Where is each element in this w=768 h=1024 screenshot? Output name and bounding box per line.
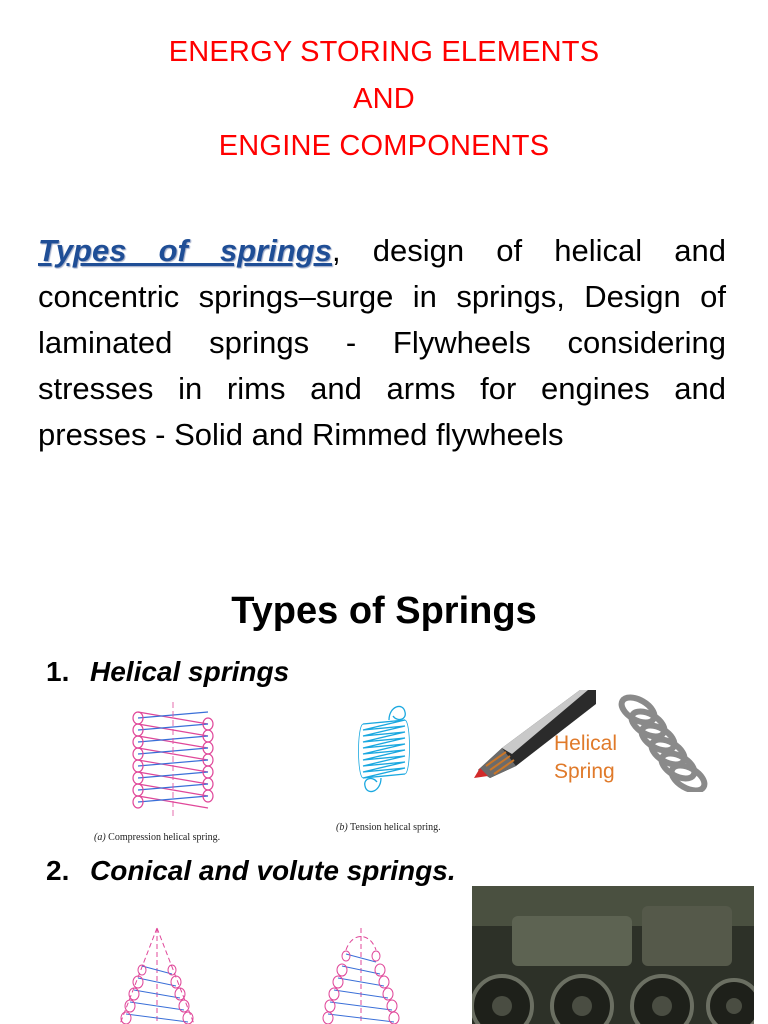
compression-spring-caption: (a) Compression helical spring. <box>94 832 221 843</box>
engine-photo <box>472 886 754 1024</box>
helical-spring-photo <box>472 688 718 792</box>
list-item-helical <box>46 656 289 688</box>
metal-spring-icon <box>617 692 708 792</box>
tension-spring-figure <box>345 696 425 806</box>
list-label: Conical and volute springs. <box>90 855 456 886</box>
title-line-1: ENERGY STORING ELEMENTS <box>168 36 600 68</box>
intro-paragraph <box>38 228 726 458</box>
helical-label-line2: Spring <box>554 760 615 783</box>
types-of-springs-link[interactable]: Types of springs <box>38 233 332 268</box>
helical-label-line1: Helical <box>554 732 618 755</box>
intro-text: , design of helical and concentric springs–surge in springs, Design of laminated springs - Flywheels considering stresses in rims and arms for engines and presses - Solid and Rimmed flywheels <box>38 233 726 452</box>
tension-spring-caption: (b) Tension helical spring. <box>336 822 441 833</box>
tension-spring-top-hook <box>389 706 405 720</box>
tension-spring-bottom-hook <box>365 778 381 792</box>
list-number: 1. <box>46 656 70 687</box>
title-line-3: ENGINE COMPONENTS <box>218 130 550 162</box>
list-label: Helical springs <box>90 656 290 687</box>
list-number: 2. <box>46 855 70 886</box>
list-item-conical <box>46 855 456 887</box>
title-line-2: AND <box>353 83 415 115</box>
conical-spring-figure-1 <box>112 926 202 1024</box>
compression-spring-figure <box>110 700 240 820</box>
conical-spring-figure-2 <box>316 926 406 1024</box>
tension-spring-coils <box>363 720 405 778</box>
section-title: Types of Springs <box>231 590 537 632</box>
